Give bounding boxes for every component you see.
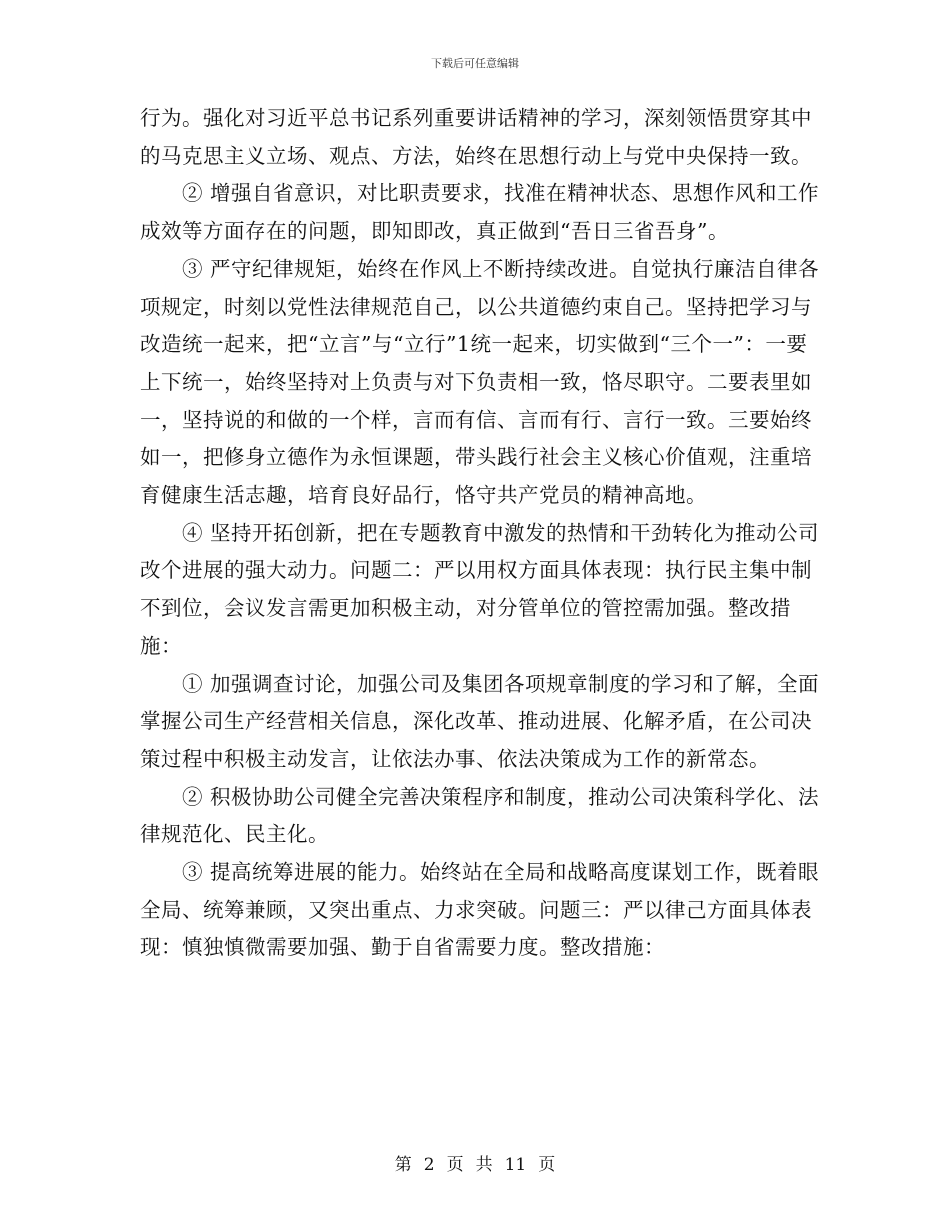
paragraph: ① 加强调查讨论，加强公司及集团各项规章制度的学习和了解，全面掌握公司生产经营相关信息，深化改革、推动进展、化解矛盾，在公司决策过程中积极主动发言，让依法办事、依法决策成为工作的新常态。 <box>140 671 820 771</box>
footer-label-page-unit: 页 <box>446 1155 464 1175</box>
paragraph: ③ 提高统筹进展的能力。始终站在全局和战略高度谋划工作，既着眼全局、统筹兼顾，又突出重点、力求突破。问题三：严以律己方面具体表现：慎独慎微需要加强、勤于自省需要力度。整改措施： <box>140 860 820 960</box>
page-header: 下载后可任意编辑 <box>431 57 519 70</box>
footer-label-total-unit: 页 <box>538 1155 556 1175</box>
paragraph: ③ 严守纪律规矩，始终在作风上不断持续改进。自觉执行廉洁自律各项规定，时刻以党性法律规范自己，以公共道德约束自己。坚持把学习与改造统一起来，把“立言”与“立行”1统一起来，切实做到“三个一”：一要上下统一，始终坚持对上负责与对下负责相一致，恪尽职守。二要表里如一，坚持说的和做的一个样，言而有信、言而有行、言行一致。三要始终如一，把修身立德作为永恒课题，带头践行社会主义核心价值观，注重培育健康生活志趣，培育良好品行，恪守共产党员的精神高地。 <box>140 256 820 508</box>
paragraph: ② 增强自省意识，对比职责要求，找准在精神状态、思想作风和工作成效等方面存在的问题，即知即改，真正做到“吾日三省吾身”。 <box>140 181 820 244</box>
current-page-number: 2 <box>423 1155 435 1175</box>
paragraph: ② 积极协助公司健全完善决策程序和制度，推动公司决策科学化、法律规范化、民主化。 <box>140 784 820 847</box>
document-body <box>140 100 820 967</box>
footer-label-page: 第 <box>394 1155 412 1175</box>
footer-label-total: 共 <box>475 1155 493 1175</box>
page-footer <box>0 1150 950 1175</box>
total-pages-number: 11 <box>504 1155 527 1175</box>
paragraph: ④ 坚持开拓创新，把在专题教育中激发的热情和干劲转化为推动公司改个进展的强大动力。问题二：严以用权方面具体表现：执行民主集中制不到位，会议发言需更加积极主动，对分管单位的管控需加强。整改措施： <box>140 520 820 658</box>
paragraph: 行为。强化对习近平总书记系列重要讲话精神的学习，深刻领悟贯穿其中的马克思主义立场、观点、方法，始终在思想行动上与党中央保持一致。 <box>140 106 812 168</box>
